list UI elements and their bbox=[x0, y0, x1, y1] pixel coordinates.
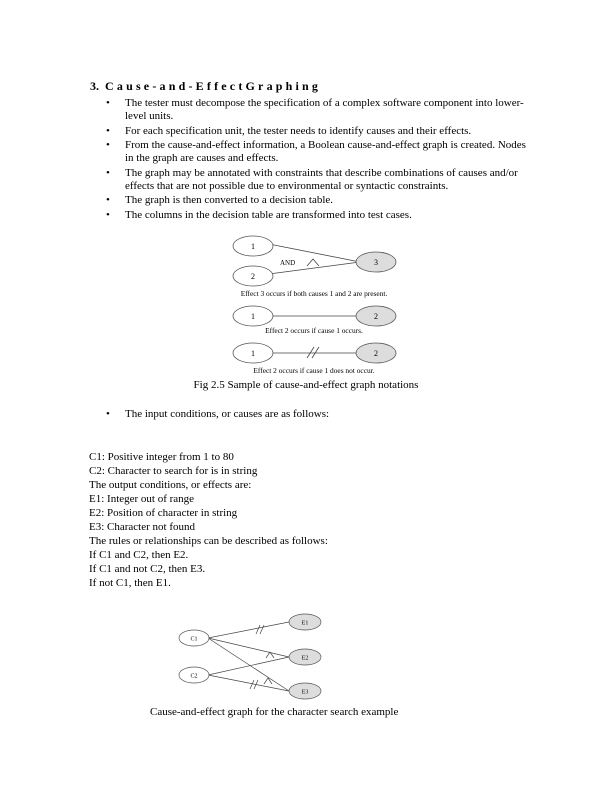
bullet-icon: • bbox=[106, 166, 110, 179]
edge-c1-e2 bbox=[208, 638, 289, 657]
text-line: The output conditions, or effects are: bbox=[89, 479, 252, 491]
text-line: C2: Character to search for is in string bbox=[89, 465, 258, 477]
text-line: If C1 and C2, then E2. bbox=[89, 549, 189, 561]
and-label: AND bbox=[280, 259, 296, 267]
cause-node-c1-label: C1 bbox=[190, 636, 198, 643]
effect-node-e1-label: E1 bbox=[301, 620, 309, 627]
edge-c2-e2 bbox=[208, 657, 289, 675]
identity-effect-label: 2 bbox=[374, 312, 378, 321]
bullet-icon: • bbox=[106, 208, 110, 221]
and-arc-icon bbox=[307, 259, 319, 266]
bullet-icon: • bbox=[106, 138, 110, 151]
list-item: • The input conditions, or causes are as follows: bbox=[106, 408, 330, 420]
text-line: E1: Integer out of range bbox=[89, 493, 195, 505]
section-heading bbox=[90, 79, 321, 94]
conditions-text bbox=[89, 450, 328, 590]
list-item: • The graph may be annotated with constraints that describe combinations of causes and/or effects that are not possible due to environmental or syntactic constraints. bbox=[106, 166, 518, 192]
list-item: • The columns in the decision table are transformed into test cases. bbox=[106, 208, 412, 221]
list-item: • The tester must decompose the specification of a complex software component into lower-level units. bbox=[106, 97, 524, 123]
character-search-graph bbox=[172, 608, 332, 700]
cause-node-1-label: 1 bbox=[251, 242, 255, 251]
text-line: E3: Character not found bbox=[89, 521, 195, 533]
effect-node-e2-label: E2 bbox=[301, 655, 309, 662]
not-mark-icon bbox=[250, 680, 254, 689]
figure-caption: Cause-and-effect graph for the character search example bbox=[150, 706, 399, 718]
section-title: Cause-and-EffectGraphing bbox=[105, 79, 322, 93]
identity-cause-label: 1 bbox=[251, 312, 255, 321]
text-line: E2: Position of character in string bbox=[89, 507, 238, 519]
not-cause-label: 1 bbox=[251, 349, 255, 358]
bullet-icon: • bbox=[106, 194, 110, 207]
not-effect-label: 2 bbox=[374, 349, 378, 358]
effect-node-3-label: 3 bbox=[374, 258, 378, 267]
effect-node-e3-label: E3 bbox=[301, 689, 309, 696]
section-number: 3. bbox=[90, 79, 99, 93]
cause-node-c2-label: C2 bbox=[190, 673, 198, 680]
cause-effect-notation-figure bbox=[208, 230, 428, 380]
not-mark-icon bbox=[256, 625, 260, 634]
not-mark-icon bbox=[260, 625, 264, 634]
bullet-list bbox=[106, 97, 526, 223]
bullet-icon: • bbox=[106, 124, 110, 137]
figure-caption: Fig 2.5 Sample of cause-and-effect graph notations bbox=[193, 379, 419, 391]
bullet-icon: • bbox=[106, 97, 110, 109]
text-line: The rules or relationships can be described as follows: bbox=[89, 535, 328, 547]
edge-c1-e1 bbox=[208, 622, 289, 638]
note-not: Effect 2 occurs if cause 1 does not occur. bbox=[253, 366, 375, 375]
list-item: • From the cause-and-effect information, a Boolean cause-and-effect graph is created. Nodes in the graph are causes and effects. bbox=[106, 138, 526, 165]
text-line: If not C1, then E1. bbox=[89, 577, 171, 589]
bullet-icon: • bbox=[106, 408, 110, 420]
note-and: Effect 3 occurs if both causes 1 and 2 are present. bbox=[240, 289, 388, 298]
list-item: • For each specification unit, the tester needs to identify causes and their effects. bbox=[106, 124, 472, 137]
text-line: C1: Positive integer from 1 to 80 bbox=[89, 451, 234, 463]
cause-node-2-label: 2 bbox=[251, 272, 255, 281]
note-identity: Effect 2 occurs if cause 1 occurs. bbox=[265, 326, 363, 335]
list-item: • The graph is then converted to a decision table. bbox=[106, 194, 334, 207]
text-line: If C1 and not C2, then E3. bbox=[89, 563, 206, 575]
